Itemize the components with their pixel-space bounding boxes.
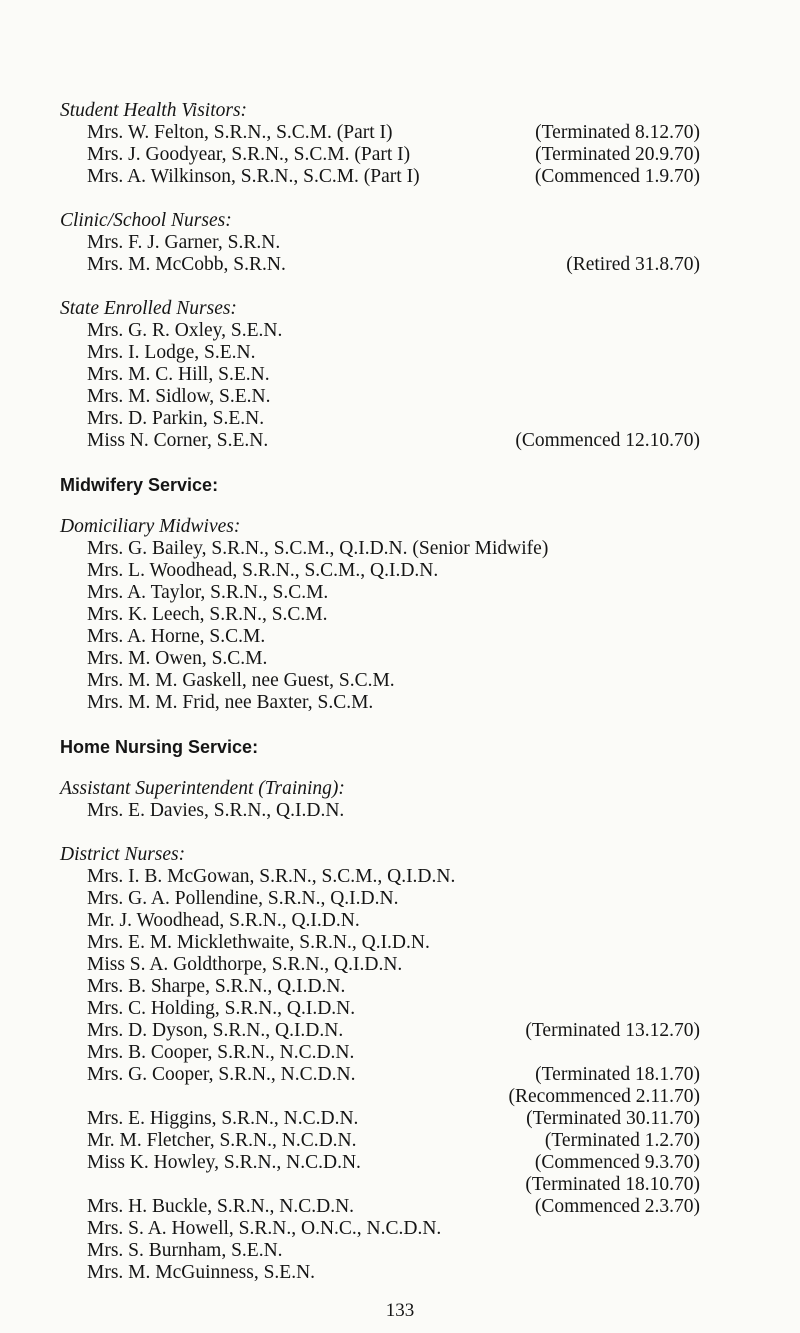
staff-name: Mrs. M. C. Hill, S.E.N. bbox=[87, 364, 270, 385]
midwifery-service-heading: Midwifery Service: bbox=[60, 475, 219, 495]
staff-name: Mrs. W. Felton, S.R.N., S.C.M. (Part I) bbox=[87, 122, 393, 143]
staff-status-note: (Terminated 8.12.70) bbox=[535, 122, 700, 143]
staff-status-note: (Commenced 12.10.70) bbox=[515, 430, 700, 451]
staff-name: Mrs. S. A. Howell, S.R.N., O.N.C., N.C.D.N. bbox=[87, 1218, 442, 1239]
staff-name: Mr. J. Woodhead, S.R.N., Q.I.D.N. bbox=[87, 910, 360, 931]
staff-name: Mrs. G. A. Pollendine, S.R.N., Q.I.D.N. bbox=[87, 888, 399, 909]
staff-name: Mrs. J. Goodyear, S.R.N., S.C.M. (Part I) bbox=[87, 144, 411, 165]
staff-status-note: (Terminated 18.10.70) bbox=[525, 1174, 700, 1195]
staff-row bbox=[60, 144, 700, 166]
staff-status-note: (Terminated 20.9.70) bbox=[535, 144, 700, 165]
staff-row bbox=[60, 954, 700, 976]
staff-status-note: (Terminated 1.2.70) bbox=[544, 1130, 700, 1151]
assistant-superintendent-section bbox=[60, 778, 700, 822]
staff-name: Mrs. K. Leech, S.R.N., S.C.M. bbox=[87, 604, 328, 625]
staff-status-note: (Commenced 9.3.70) bbox=[534, 1152, 700, 1173]
staff-row bbox=[60, 1108, 700, 1130]
staff-name: Mrs. E. M. Micklethwaite, S.R.N., Q.I.D.N. bbox=[87, 932, 430, 953]
staff-row bbox=[60, 538, 700, 560]
staff-row bbox=[60, 408, 700, 430]
staff-row bbox=[60, 932, 700, 954]
section-heading: Clinic/School Nurses: bbox=[60, 210, 232, 231]
staff-name: Mrs. C. Holding, S.R.N., Q.I.D.N. bbox=[87, 998, 356, 1019]
section-heading: State Enrolled Nurses: bbox=[60, 298, 237, 319]
staff-row bbox=[60, 670, 700, 692]
staff-name: Mrs. M. M. Gaskell, nee Guest, S.C.M. bbox=[87, 670, 395, 691]
staff-name: Mrs. E. Davies, S.R.N., Q.I.D.N. bbox=[87, 800, 345, 821]
staff-name: Mrs. B. Cooper, S.R.N., N.C.D.N. bbox=[87, 1042, 355, 1063]
staff-row bbox=[60, 582, 700, 604]
staff-row bbox=[60, 1064, 700, 1086]
staff-row bbox=[60, 1020, 700, 1042]
staff-row bbox=[60, 1196, 700, 1218]
section-heading: District Nurses: bbox=[60, 844, 186, 865]
staff-name: Mrs. M. M. Frid, nee Baxter, S.C.M. bbox=[87, 692, 374, 713]
staff-name: Miss N. Corner, S.E.N. bbox=[87, 430, 269, 451]
staff-name: Mrs. G. Bailey, S.R.N., S.C.M., Q.I.D.N. (Senior Midwife) bbox=[87, 538, 549, 559]
staff-row bbox=[60, 626, 700, 648]
staff-name: Mrs. G. R. Oxley, S.E.N. bbox=[87, 320, 283, 341]
document-page bbox=[60, 100, 700, 1306]
staff-name: Mrs. B. Sharpe, S.R.N., Q.I.D.N. bbox=[87, 976, 346, 997]
home-nursing-heading-block bbox=[60, 736, 700, 758]
staff-row bbox=[60, 692, 700, 714]
staff-status-note: (Terminated 18.1.70) bbox=[535, 1064, 700, 1085]
staff-row bbox=[60, 430, 700, 452]
state-enrolled-nurses-section bbox=[60, 298, 700, 452]
staff-row bbox=[60, 320, 700, 342]
staff-row bbox=[60, 888, 700, 910]
staff-row bbox=[60, 1130, 700, 1152]
staff-row bbox=[60, 1152, 700, 1174]
staff-row bbox=[60, 976, 700, 998]
staff-name: Mrs. A. Wilkinson, S.R.N., S.C.M. (Part I) bbox=[87, 166, 420, 187]
page-number: 133 bbox=[385, 1300, 415, 1321]
section-heading: Assistant Superintendent (Training): bbox=[60, 778, 345, 799]
staff-row bbox=[60, 866, 700, 888]
staff-status-note: (Commenced 1.9.70) bbox=[534, 166, 700, 187]
staff-row bbox=[60, 232, 700, 254]
staff-row bbox=[60, 254, 700, 276]
domiciliary-midwives-section bbox=[60, 516, 700, 714]
staff-row bbox=[60, 1174, 700, 1196]
staff-name: Mrs. E. Higgins, S.R.N., N.C.D.N. bbox=[87, 1108, 359, 1129]
staff-name: Miss K. Howley, S.R.N., N.C.D.N. bbox=[87, 1152, 361, 1173]
staff-name: Mrs. M. Owen, S.C.M. bbox=[87, 648, 268, 669]
section-heading: Student Health Visitors: bbox=[60, 100, 248, 121]
staff-name: Mrs. I. Lodge, S.E.N. bbox=[87, 342, 256, 363]
staff-row bbox=[60, 998, 700, 1020]
staff-name: Mrs. I. B. McGowan, S.R.N., S.C.M., Q.I.D.N. bbox=[87, 866, 456, 887]
staff-name: Mrs. F. J. Garner, S.R.N. bbox=[87, 232, 281, 253]
staff-row bbox=[60, 1240, 700, 1262]
staff-status-note: (Retired 31.8.70) bbox=[566, 254, 700, 275]
staff-row bbox=[60, 1086, 700, 1108]
staff-name: Mrs. S. Burnham, S.E.N. bbox=[87, 1240, 283, 1261]
staff-status-note: (Terminated 30.11.70) bbox=[526, 1108, 700, 1129]
staff-name: Mrs. M. McGuinness, S.E.N. bbox=[87, 1262, 316, 1283]
staff-row bbox=[60, 386, 700, 408]
staff-name: Mrs. M. McCobb, S.R.N. bbox=[87, 254, 286, 275]
staff-name: Mrs. L. Woodhead, S.R.N., S.C.M., Q.I.D.N. bbox=[87, 560, 439, 581]
staff-name: Mrs. D. Dyson, S.R.N., Q.I.D.N. bbox=[87, 1020, 344, 1041]
staff-row bbox=[60, 122, 700, 144]
staff-row bbox=[60, 1042, 700, 1064]
home-nursing-service-heading: Home Nursing Service: bbox=[60, 737, 259, 757]
staff-status-note: (Commenced 2.3.70) bbox=[534, 1196, 700, 1217]
section-heading: Domiciliary Midwives: bbox=[60, 516, 241, 537]
staff-name: Mrs. H. Buckle, S.R.N., N.C.D.N. bbox=[87, 1196, 355, 1217]
midwifery-service-heading-block bbox=[60, 474, 700, 496]
staff-name: Mrs. M. Sidlow, S.E.N. bbox=[87, 386, 271, 407]
staff-row bbox=[60, 648, 700, 670]
clinic-school-nurses-section bbox=[60, 210, 700, 276]
staff-name: Mrs. G. Cooper, S.R.N., N.C.D.N. bbox=[87, 1064, 356, 1085]
district-nurses-section bbox=[60, 844, 700, 1284]
student-health-visitors-section bbox=[60, 100, 700, 188]
staff-row bbox=[60, 364, 700, 386]
staff-name: Mrs. D. Parkin, S.E.N. bbox=[87, 408, 265, 429]
staff-row bbox=[60, 560, 700, 582]
staff-status-note: (Recommenced 2.11.70) bbox=[508, 1086, 700, 1107]
staff-name: Mrs. A. Taylor, S.R.N., S.C.M. bbox=[87, 582, 329, 603]
staff-row bbox=[60, 910, 700, 932]
staff-name: Miss S. A. Goldthorpe, S.R.N., Q.I.D.N. bbox=[87, 954, 403, 975]
staff-row bbox=[60, 800, 700, 822]
staff-name: Mr. M. Fletcher, S.R.N., N.C.D.N. bbox=[87, 1130, 357, 1151]
staff-row bbox=[60, 166, 700, 188]
staff-row bbox=[60, 1262, 700, 1284]
staff-name: Mrs. A. Horne, S.C.M. bbox=[87, 626, 266, 647]
staff-status-note: (Terminated 13.12.70) bbox=[525, 1020, 700, 1041]
staff-row bbox=[60, 342, 700, 364]
staff-row bbox=[60, 1218, 700, 1240]
staff-row bbox=[60, 604, 700, 626]
